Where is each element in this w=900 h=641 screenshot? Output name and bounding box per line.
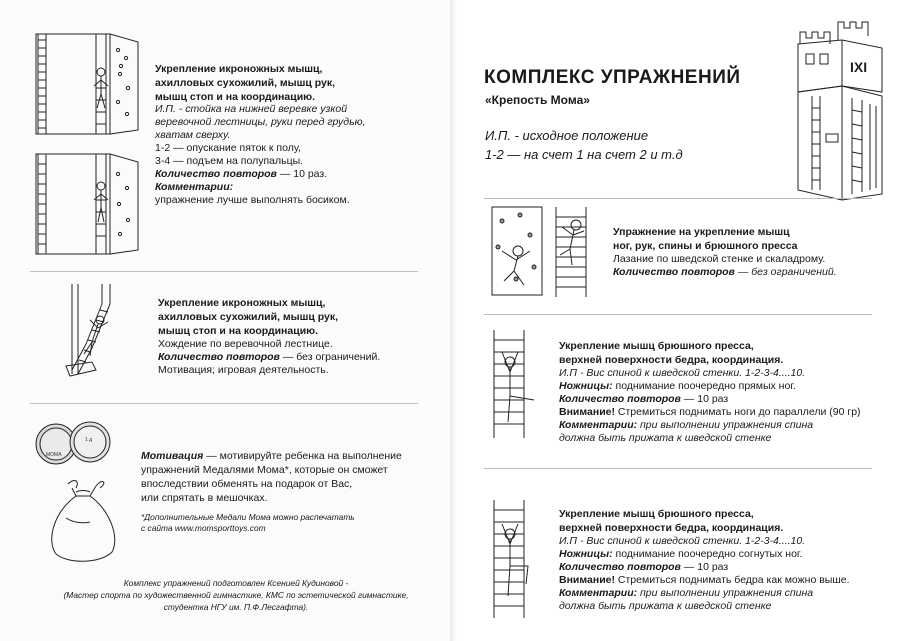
- ex1-reps-label: Количество повторов: [155, 168, 277, 180]
- ex4-comment-2: должна быть прижата к шведской стенке: [559, 432, 772, 444]
- ex2-desc: Хождение по веревочной лестнице.: [158, 338, 333, 350]
- credit-line-2: (Мастер спорта по художественной гимнастике, КМС по эстетической гимнастике,: [63, 590, 409, 600]
- ex2-reps-label: Количество повторов: [158, 351, 280, 363]
- legend-line-2: 1-2 — на счет 1 на счет 2 и т.д: [485, 147, 683, 162]
- book-fold: [450, 0, 458, 641]
- ex4-comment-label: Комментарии:: [559, 419, 638, 431]
- rope-ladder-tower-illustration-2: [28, 150, 148, 260]
- ex3-title-2: ног, рук, спины и брюшного пресса: [613, 240, 798, 252]
- ex5-attention-label: Внимание!: [559, 574, 615, 586]
- ex4-scissors: [559, 380, 796, 394]
- ex5-scissors: [559, 548, 802, 562]
- ex1-reps: [155, 168, 327, 182]
- ex5-attention: [559, 574, 850, 588]
- medal-print-note-2: с сайта www.momsporttoys.com: [141, 523, 266, 533]
- ex2-motivation: Мотивация; игровая деятельность.: [158, 364, 329, 376]
- credit-line-3: студентка НГУ им. П.Ф.Лесгафта).: [163, 602, 309, 612]
- ex1-start-1: И.П. - стойка на нижней веревке узкой: [155, 103, 348, 115]
- divider: [484, 468, 872, 469]
- ex4-comment-value: при выполнении упражнения спина: [640, 419, 814, 431]
- wall-bars-bent-legs-illustration: [490, 500, 550, 620]
- ex5-start: И.П - Вис спиной к шведской стенки. 1-2-3-4....10.: [559, 535, 806, 547]
- ex2-title-1: Укрепление икроножных мышц,: [158, 297, 326, 309]
- motivation-line-4: или спрятать в мешочках.: [141, 492, 268, 504]
- ex5-reps-value: — 10 раз: [683, 561, 729, 573]
- ex1-step-1: 1-2 — опускание пяток к полу,: [155, 142, 301, 154]
- ex3-reps-label: Количество повторов: [613, 266, 735, 278]
- rope-ladder-tower-illustration-1: [28, 30, 148, 140]
- legend-line-1: И.П. - исходное положение: [485, 128, 649, 143]
- motivation-line-1: [141, 450, 402, 464]
- medal-print-note-1: *Дополнительные Медали Мома можно распечатать: [141, 512, 355, 522]
- fortress-moma-illustration: [790, 14, 890, 204]
- ex4-start: И.П - Вис спиной к шведской стенки. 1-2-3-4....10.: [559, 367, 806, 379]
- medal-left-label: МОМА: [46, 452, 62, 458]
- ex2-title-2: ахилловых сухожилий, мышц рук,: [158, 311, 339, 323]
- ex5-scissors-label: Ножницы:: [559, 548, 613, 560]
- svg-text:IXI: IXI: [850, 59, 868, 75]
- ex3-reps: [613, 266, 837, 280]
- ex5-comment-value: при выполнении упражнения спина: [640, 587, 814, 599]
- ex4-scissors-value: поднимание поочередно прямых ног.: [615, 380, 796, 392]
- ex2-reps-value: — без ограничений.: [282, 351, 381, 363]
- ex1-title-3: мышц стоп и на координацию.: [155, 91, 316, 103]
- ex2-reps: [158, 351, 380, 365]
- ex1-comment: упражнение лучше выполнять босиком.: [155, 194, 350, 206]
- ex5-reps-label: Количество повторов: [559, 561, 681, 573]
- ex4-attention-value: Стремиться поднимать ноги до параллели (90 гр): [617, 406, 861, 418]
- ex4-attention: [559, 406, 861, 420]
- ex5-scissors-value: поднимание поочередно согнутых ног.: [615, 548, 803, 560]
- ex3-title-1: Упражнение на укрепление мышц: [613, 226, 790, 238]
- climbing-wall-illustration: [490, 205, 600, 301]
- ex5-comment-label: Комментарии:: [559, 587, 638, 599]
- motivation-line-3: впоследствии обменять на подарок от Вас,: [141, 478, 353, 490]
- ex4-reps-label: Количество повторов: [559, 393, 681, 405]
- ex1-comment-label: Комментарии:: [155, 181, 234, 193]
- ex1-start-3: хватам сверху.: [155, 129, 231, 141]
- ex5-comment-1: [559, 587, 813, 601]
- medal-coins-illustration: [34, 420, 114, 470]
- divider: [30, 271, 418, 272]
- ex4-reps: [559, 393, 728, 407]
- page-title: КОМПЛЕКС УПРАЖНЕНИЙ: [484, 67, 741, 88]
- ex1-title-2: ахилловых сухожилий, мышц рук,: [155, 77, 336, 89]
- ex1-start-2: веревочной лестницы, руки перед грудью,: [155, 116, 366, 128]
- ex1-step-2: 3-4 — подъем на полупальцы.: [155, 155, 304, 167]
- motivation-label: Мотивация: [141, 450, 204, 462]
- medal-right-label: 1 д: [85, 437, 93, 443]
- wall-bars-straight-legs-illustration: [490, 330, 550, 440]
- ex4-title-1: Укрепление мышц брюшного пресса,: [559, 340, 754, 352]
- ex3-reps-value: — без ограничений.: [737, 266, 837, 278]
- ex4-reps-value: — 10 раз: [683, 393, 729, 405]
- ex4-comment-1: [559, 419, 813, 433]
- motivation-text-1: — мотивируйте ребенка на выполнение: [206, 450, 402, 462]
- credit-line-1: Комплекс упражнений подготовлен Ксенией Кудиновой -: [123, 578, 349, 588]
- ex5-reps: [559, 561, 728, 575]
- ex3-desc: Лазание по шведской стенке и скаладрому.: [613, 253, 826, 265]
- ex2-title-3: мышц стоп и на координацию.: [158, 325, 319, 337]
- ex5-comment-2: должна быть прижата к шведской стенке: [559, 600, 772, 612]
- ex4-attention-label: Внимание!: [559, 406, 615, 418]
- ex1-reps-value: — 10 раз.: [279, 168, 328, 180]
- ex4-title-2: верхней поверхности бедра, координация.: [559, 354, 784, 366]
- ex4-scissors-label: Ножницы:: [559, 380, 613, 392]
- drawstring-bag-icon: [46, 478, 122, 562]
- ex1-title-1: Укрепление икроножных мышц,: [155, 63, 323, 75]
- rope-ladder-walking-illustration: [62, 284, 132, 384]
- ex5-title-2: верхней поверхности бедра, координация.: [559, 522, 784, 534]
- ex5-attention-value: Стремиться поднимать бедра как можно выше.: [617, 574, 850, 586]
- divider: [30, 403, 418, 404]
- page-subtitle: «Крепость Мома»: [485, 93, 590, 107]
- ex5-title-1: Укрепление мышц брюшного пресса,: [559, 508, 754, 520]
- divider: [484, 314, 872, 315]
- motivation-line-2: упражнений Медалями Мома*, которые он сможет: [141, 464, 388, 476]
- divider: [484, 198, 872, 199]
